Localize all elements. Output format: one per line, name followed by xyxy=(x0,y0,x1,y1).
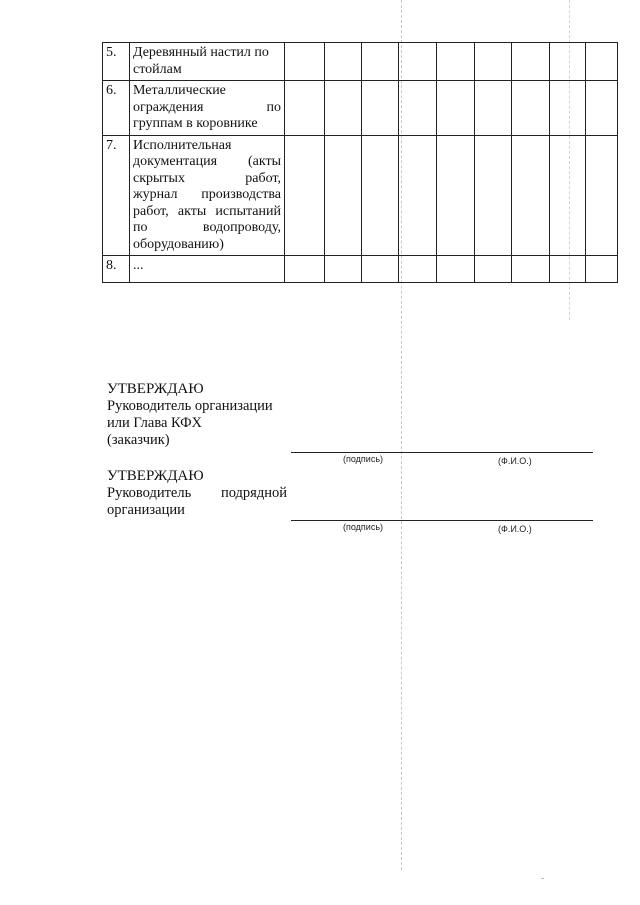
approval-line: организации xyxy=(107,502,185,518)
work-name-line: Исполнительная xyxy=(133,137,232,153)
empty-cell xyxy=(512,256,550,283)
empty-cell xyxy=(475,43,512,81)
approval-position-text xyxy=(107,398,287,449)
contractor-signature-line xyxy=(291,520,593,521)
empty-cell xyxy=(325,256,362,283)
scan-speck xyxy=(541,878,544,879)
contractor-signature-caption: (подпись) xyxy=(343,522,384,532)
work-name-line: ограждения по xyxy=(133,99,281,115)
approval-block-customer xyxy=(107,381,287,449)
approval-line: Руководитель подрядной xyxy=(107,485,287,501)
work-name-line: по водопроводу, xyxy=(133,220,281,235)
empty-cell xyxy=(550,256,586,283)
empty-cell xyxy=(437,81,475,136)
empty-cell xyxy=(399,81,437,136)
work-name-cell xyxy=(130,81,285,136)
row-number: 5. xyxy=(103,43,130,81)
work-name-line: ... xyxy=(133,258,144,273)
table-row xyxy=(103,256,618,283)
work-name-line: скрытых работ, xyxy=(133,170,281,186)
work-name-line: работ, акты испытаний xyxy=(133,203,281,219)
table-row xyxy=(103,135,618,256)
empty-cell xyxy=(285,43,325,81)
empty-cell xyxy=(475,81,512,136)
row-number: 8. xyxy=(103,256,130,283)
empty-cell xyxy=(550,135,586,256)
table-row xyxy=(103,81,618,136)
work-name-cell xyxy=(130,43,285,81)
empty-cell xyxy=(586,135,618,256)
work-name-line: группам в коровнике xyxy=(133,116,258,131)
work-name-line: документация (акты xyxy=(133,154,281,169)
empty-cell xyxy=(399,256,437,283)
empty-cell xyxy=(437,256,475,283)
row-number: 6. xyxy=(103,81,130,136)
contractor-name-caption: (Ф.И.О.) xyxy=(498,524,532,534)
empty-cell xyxy=(362,81,399,136)
table-row xyxy=(103,43,618,81)
approval-line: или Глава КФХ xyxy=(107,415,203,431)
empty-cell xyxy=(285,81,325,136)
approval-heading: УТВЕРЖДАЮ xyxy=(107,381,204,397)
empty-cell xyxy=(285,256,325,283)
approval-position-text xyxy=(107,485,287,519)
row-number: 7. xyxy=(103,135,130,256)
customer-signature-line xyxy=(291,452,593,453)
empty-cell xyxy=(550,81,586,136)
approval-line: Руководитель организации xyxy=(107,398,273,414)
work-name-line: Металлические xyxy=(133,83,226,98)
empty-cell xyxy=(325,43,362,81)
customer-name-caption: (Ф.И.О.) xyxy=(498,456,532,466)
work-name-line: журнал производства xyxy=(133,187,281,202)
works-table xyxy=(102,42,618,283)
work-name-line: оборудованию) xyxy=(133,236,224,252)
approval-heading: УТВЕРЖДАЮ xyxy=(107,468,204,484)
approval-line: (заказчик) xyxy=(107,432,170,448)
empty-cell xyxy=(512,81,550,136)
empty-cell xyxy=(399,43,437,81)
work-name-cell xyxy=(130,135,285,256)
approval-block-contractor xyxy=(107,468,287,519)
empty-cell xyxy=(586,43,618,81)
empty-cell xyxy=(362,135,399,256)
work-name-cell xyxy=(130,256,285,283)
empty-cell xyxy=(362,256,399,283)
empty-cell xyxy=(285,135,325,256)
empty-cell xyxy=(362,43,399,81)
empty-cell xyxy=(586,256,618,283)
works-table-body xyxy=(103,43,618,283)
empty-cell xyxy=(586,81,618,136)
empty-cell xyxy=(512,135,550,256)
empty-cell xyxy=(437,135,475,256)
empty-cell xyxy=(512,43,550,81)
empty-cell xyxy=(399,135,437,256)
works-table-wrapper xyxy=(102,42,618,283)
empty-cell xyxy=(325,135,362,256)
empty-cell xyxy=(475,135,512,256)
work-name-line: Деревянный настил по xyxy=(133,45,269,60)
empty-cell xyxy=(475,256,512,283)
customer-signature-caption: (подпись) xyxy=(343,454,384,464)
empty-cell xyxy=(437,43,475,81)
empty-cell xyxy=(325,81,362,136)
work-name-line: стойлам xyxy=(133,61,182,77)
empty-cell xyxy=(550,43,586,81)
